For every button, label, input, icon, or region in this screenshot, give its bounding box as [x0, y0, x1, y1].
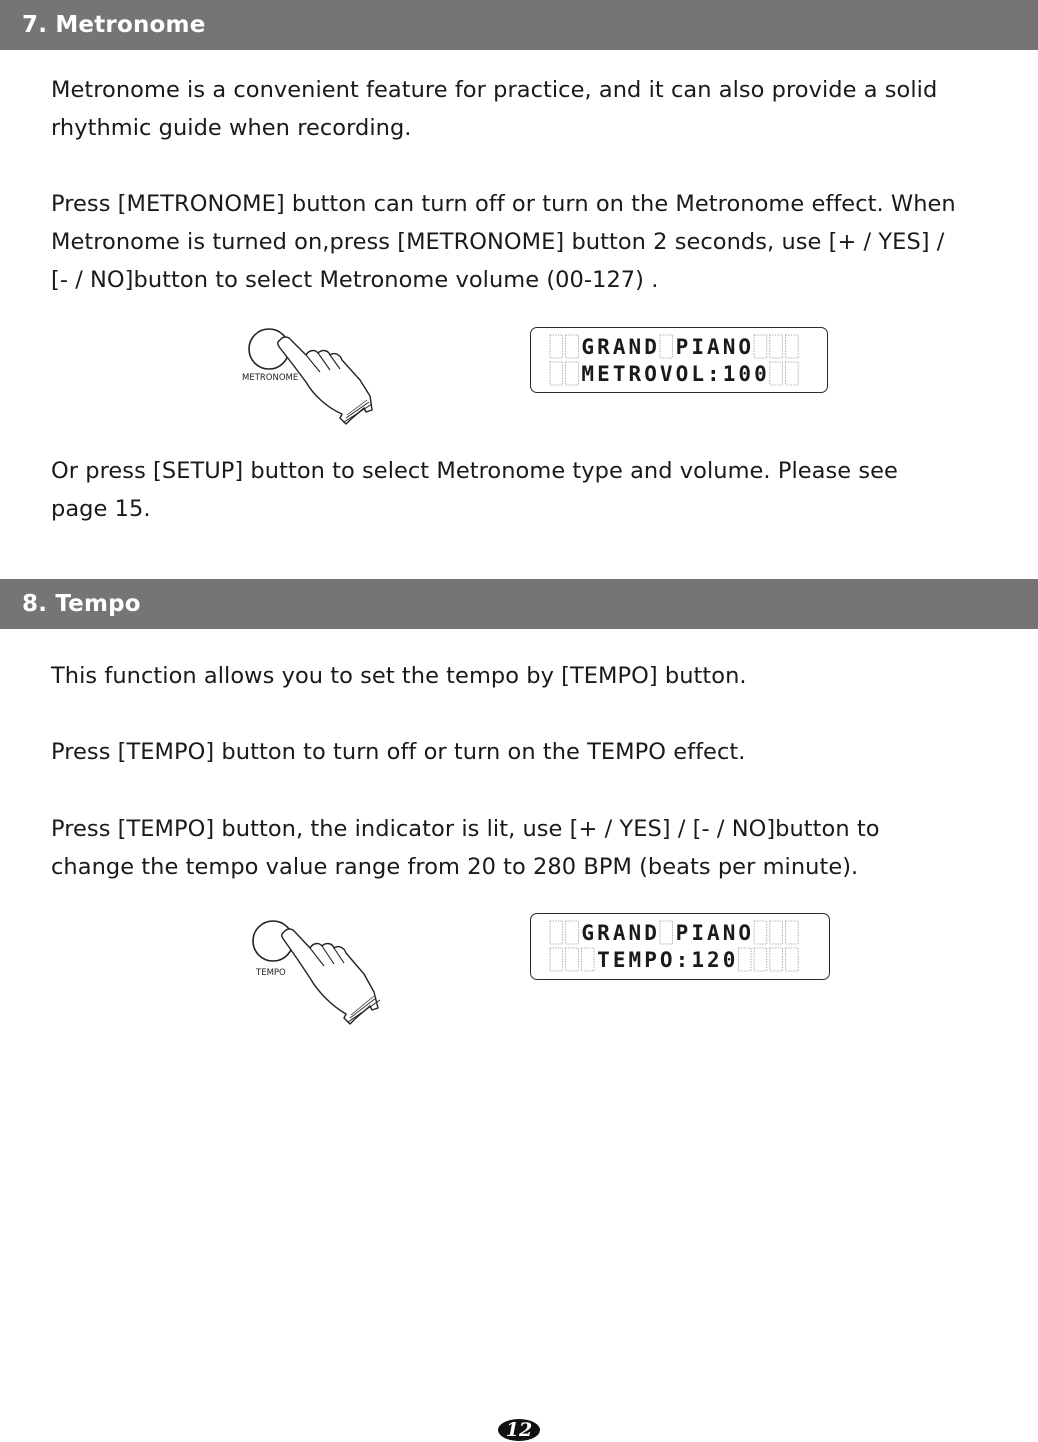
lcd-character: M [581, 362, 595, 386]
lcd-character: R [628, 362, 642, 386]
lcd-character: O [738, 921, 752, 945]
lcd-character: L [691, 362, 704, 386]
metronome-button-label: METRONOME [242, 373, 299, 383]
lcd-empty-cell [660, 921, 673, 944]
lcd-empty-cell [738, 948, 751, 971]
tempo-toggle-paragraph: Press [TEMPO] button to turn off or turn on the TEMPO effect. [51, 739, 746, 765]
tempo-range-paragraph: Press [TEMPO] button, the indicator is lit, use [+ / YES] / [- / NO]button to change the tempo value range from 20 to 280 BPM (beats per minute). [51, 816, 880, 880]
lcd-character: O [644, 362, 657, 386]
lcd-character: P [644, 948, 657, 972]
lcd-character: V [659, 362, 673, 386]
lcd-character: O [675, 362, 689, 386]
lcd-empty-cell [786, 948, 799, 971]
metronome-button-press-illustration [236, 322, 386, 427]
lcd-empty-cell [550, 921, 563, 944]
lcd-character: G [581, 921, 595, 945]
lcd-display-metronome [530, 327, 828, 393]
section-heading-metronome: 7. Metronome [0, 0, 1038, 50]
lcd-empty-cell [566, 921, 579, 944]
lcd-empty-cell [786, 362, 799, 385]
lcd-character: N [628, 921, 642, 945]
metronome-intro-paragraph: Metronome is a convenient feature for practice, and it can also provide a solid rhythmic guide when recording. [51, 77, 938, 141]
lcd-character: N [722, 335, 736, 359]
lcd-character: 0 [754, 362, 767, 386]
lcd-character: 0 [738, 362, 752, 386]
lcd-character: E [597, 362, 610, 386]
lcd-character: 1 [722, 362, 736, 386]
lcd-character: M [628, 948, 642, 972]
lcd-character: D [644, 335, 657, 359]
metronome-instructions-paragraph: Press [METRONOME] button can turn off or turn on the Metronome effect. When Metronome is turned on,press [METRONOME] button 2 seconds, use [+ / YES] / [- / NO]button to select Metronome volume (00-127) . [51, 191, 956, 293]
lcd-empty-cell [770, 948, 783, 971]
tempo-intro-paragraph: This function allows you to set the tempo by [TEMPO] button. [51, 663, 747, 689]
lcd-empty-cell [754, 335, 767, 358]
metronome-setup-paragraph: Or press [SETUP] button to select Metronome type and volume. Please see page 15. [51, 458, 898, 522]
lcd-character: R [597, 921, 610, 945]
page-number: 12 [505, 1419, 533, 1441]
page-number-badge [497, 1418, 541, 1442]
lcd-character: T [612, 362, 626, 386]
lcd-character: G [581, 335, 595, 359]
lcd-character: N [628, 335, 642, 359]
lcd-character: I [691, 335, 704, 359]
lcd-empty-cell [770, 921, 783, 944]
lcd-empty-cell [550, 948, 563, 971]
section-heading-tempo: 8. Tempo [0, 579, 1038, 629]
lcd-display-tempo [530, 913, 830, 980]
lcd-empty-cell [754, 921, 767, 944]
lcd-empty-cell [550, 362, 563, 385]
lcd-character: 2 [707, 948, 720, 972]
lcd-character: A [612, 921, 626, 945]
tempo-button-label: TEMPO [256, 968, 286, 978]
lcd-empty-cell [566, 948, 579, 971]
lcd-empty-cell [770, 362, 783, 385]
lcd-empty-cell [754, 948, 767, 971]
lcd-character: 1 [691, 948, 704, 972]
lcd-empty-cell [581, 948, 594, 971]
lcd-empty-cell [786, 335, 799, 358]
lcd-character: D [644, 921, 657, 945]
lcd-empty-cell [566, 362, 579, 385]
lcd-character: O [659, 948, 673, 972]
lcd-character: N [722, 921, 736, 945]
lcd-character: P [675, 335, 689, 359]
lcd-character: A [612, 335, 626, 359]
lcd-character: A [707, 335, 720, 359]
lcd-character: O [738, 335, 752, 359]
lcd-character: T [597, 948, 610, 972]
lcd-character: I [691, 921, 704, 945]
lcd-character: 0 [722, 948, 736, 972]
lcd-character: R [597, 335, 610, 359]
lcd-character: : [675, 948, 689, 972]
lcd-character: A [707, 921, 720, 945]
lcd-empty-cell [660, 335, 673, 358]
lcd-character: : [707, 362, 720, 386]
lcd-character: P [675, 921, 689, 945]
lcd-empty-cell [566, 335, 579, 358]
lcd-empty-cell [550, 335, 563, 358]
lcd-character: E [612, 948, 626, 972]
lcd-empty-cell [786, 921, 799, 944]
tempo-button-press-illustration [246, 916, 396, 1026]
lcd-empty-cell [770, 335, 783, 358]
